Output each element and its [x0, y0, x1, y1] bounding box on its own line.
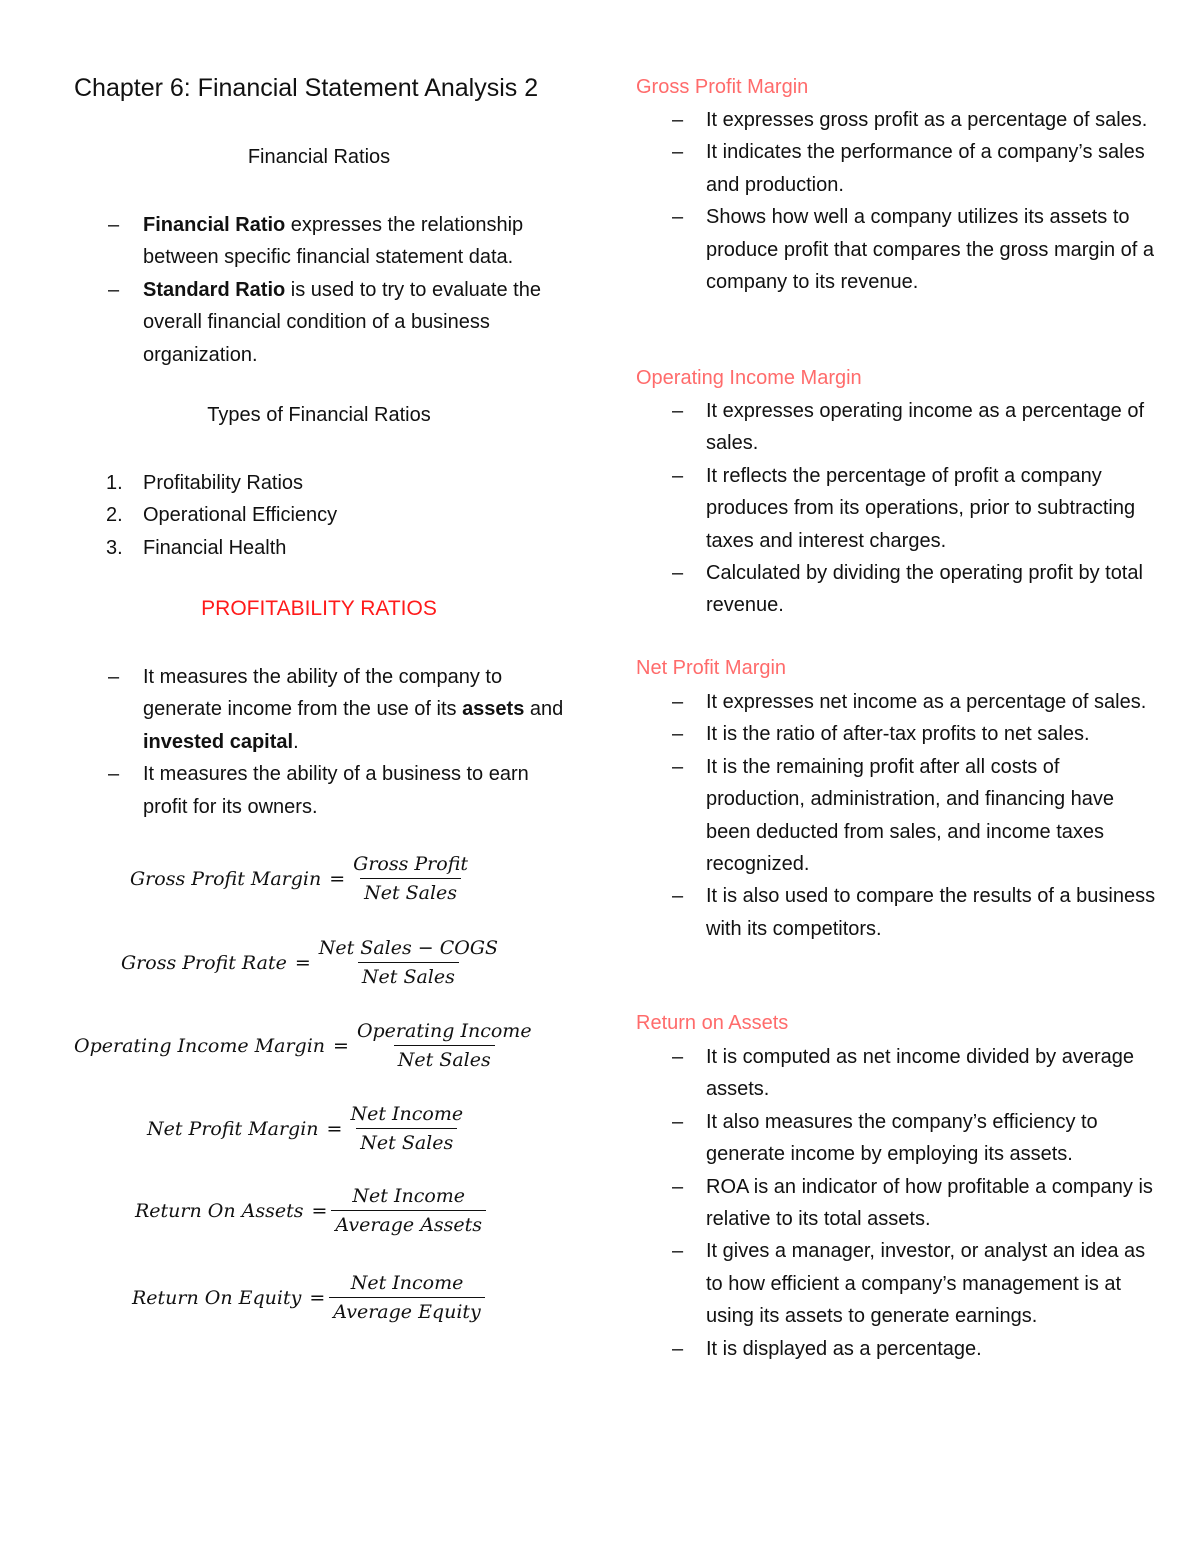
fraction — [331, 1185, 486, 1236]
list-item: – It expresses net income as a percentage of sales. — [636, 686, 1156, 718]
list-item: – ROA is an indicator of how profitable a company is relative to its total assets. — [636, 1171, 1156, 1236]
list-item: – It gives a manager, investor, or analyst an idea as to how efficient a company’s management is at using its assets to generate earnings. — [636, 1235, 1156, 1332]
numerator: Net Income — [350, 1272, 464, 1294]
list-item: – It is displayed as a percentage. — [636, 1333, 1156, 1365]
intro-list — [74, 209, 574, 371]
list-number: 2. — [106, 504, 123, 527]
denominator: Average Assets — [331, 1210, 486, 1236]
net-profit-margin-list — [636, 686, 1156, 945]
formula-lhs: Gross Profit Rate — [121, 951, 287, 974]
numerator: Operating Income — [356, 1020, 532, 1042]
list-item — [74, 467, 574, 499]
text: . — [293, 730, 299, 753]
formula-lhs: Net Profit Margin — [147, 1117, 319, 1140]
fraction — [315, 937, 502, 988]
list-item: – It also measures the company’s efficiency to generate income by employing its assets. — [636, 1106, 1156, 1171]
formula-return-on-assets — [135, 1185, 486, 1236]
list-item — [74, 532, 574, 564]
list-item: – It reflects the percentage of profit a company produces from its operations, prior to subtracting taxes and interest charges. — [636, 460, 1156, 557]
section-heading-gross-profit-margin: Gross Profit Margin — [636, 76, 809, 98]
definition-text: expresses the relationship between specific financial statement data. — [143, 214, 524, 269]
numerator: Net Income — [352, 1185, 466, 1207]
formula-gross-profit-rate — [121, 937, 502, 988]
term-financial-ratio: Financial Ratio — [143, 214, 286, 236]
formula-lhs: Return On Equity — [132, 1286, 302, 1309]
list-label: Operational Efficiency — [143, 504, 338, 527]
section-heading-return-on-assets: Return on Assets — [636, 1012, 789, 1034]
text: It measures the ability of a business to earn profit for its owners. — [143, 763, 529, 818]
text: and — [524, 698, 564, 721]
formula-operating-income-margin — [74, 1020, 536, 1071]
list-item — [74, 274, 574, 371]
list-number: 1. — [106, 472, 123, 494]
denominator: Net Sales — [358, 962, 459, 988]
list-item: – It is the remaining profit after all costs of production, administration, and financing have been deducted from sales, and income taxes recognized. — [636, 751, 1156, 881]
list-item: – Shows how well a company utilizes its assets to produce profit that compares the gross margin of a company to its revenue. — [636, 201, 1156, 298]
types-heading: Types of Financial Ratios — [207, 404, 431, 426]
return-on-assets-list — [636, 1041, 1156, 1365]
term-standard-ratio: Standard Ratio — [143, 278, 286, 301]
formula-gross-profit-margin — [130, 853, 472, 904]
denominator: Net Sales — [394, 1045, 495, 1071]
formula-net-profit-margin — [147, 1103, 467, 1154]
formula-lhs: Operating Income Margin — [74, 1034, 326, 1057]
term-assets: assets — [462, 698, 525, 721]
list-item — [74, 661, 574, 758]
denominator: Net Sales — [360, 878, 461, 904]
formula-lhs: Gross Profit Margin — [130, 867, 322, 890]
profitability-heading: PROFITABILITY RATIOS — [201, 597, 437, 620]
list-item: – It is computed as net income divided by average assets. — [636, 1041, 1156, 1106]
financial-ratios-heading: Financial Ratios — [247, 146, 391, 168]
list-item: – It indicates the performance of a company’s sales and production. — [636, 136, 1156, 201]
equals-sign: = — [326, 1117, 343, 1140]
definition-text: is used to try to evaluate the overall financial condition of a business organization. — [143, 278, 541, 366]
fraction — [346, 1103, 467, 1154]
gross-profit-margin-list — [636, 104, 1156, 298]
numerator: Gross Profit — [353, 853, 469, 875]
list-item — [74, 758, 574, 823]
equals-sign: = — [309, 1286, 326, 1309]
fraction — [353, 1020, 536, 1071]
profitability-list — [74, 661, 574, 823]
fraction — [329, 1272, 485, 1323]
list-label: Profitability Ratios — [143, 472, 304, 494]
equals-sign: = — [311, 1199, 328, 1222]
equals-sign: = — [294, 951, 311, 974]
section-heading-net-profit-margin: Net Profit Margin — [636, 657, 787, 679]
list-item: – Calculated by dividing the operating profit by total revenue. — [636, 557, 1156, 622]
list-item: – It is the ratio of after-tax profits to net sales. — [636, 718, 1156, 750]
list-item — [74, 499, 574, 531]
list-label: Financial Health — [143, 536, 287, 559]
numerator: Net Income — [350, 1103, 464, 1125]
text: It measures the ability of the company to generate income from the use of its — [143, 666, 503, 721]
section-heading-operating-income-margin: Operating Income Margin — [636, 367, 862, 389]
denominator: Average Equity — [329, 1297, 485, 1323]
list-item: – It expresses operating income as a percentage of sales. — [636, 395, 1156, 460]
list-item: – It expresses gross profit as a percentage of sales. — [636, 104, 1156, 136]
list-item — [74, 209, 574, 274]
list-number: 3. — [106, 536, 123, 559]
fraction — [349, 853, 472, 904]
equals-sign: = — [329, 867, 346, 890]
formula-return-on-equity — [132, 1272, 485, 1323]
term-invested-capital: invested capital — [143, 730, 294, 753]
equals-sign: = — [333, 1034, 349, 1057]
operating-income-margin-list — [636, 395, 1156, 622]
formula-lhs: Return On Assets — [135, 1199, 304, 1222]
denominator: Net Sales — [356, 1128, 457, 1154]
types-list — [74, 467, 574, 564]
page-title: Chapter 6: Financial Statement Analysis 2 — [74, 74, 539, 102]
list-item: – It is also used to compare the results of a business with its competitors. — [636, 880, 1156, 945]
numerator: Net Sales − COGS — [318, 937, 499, 959]
